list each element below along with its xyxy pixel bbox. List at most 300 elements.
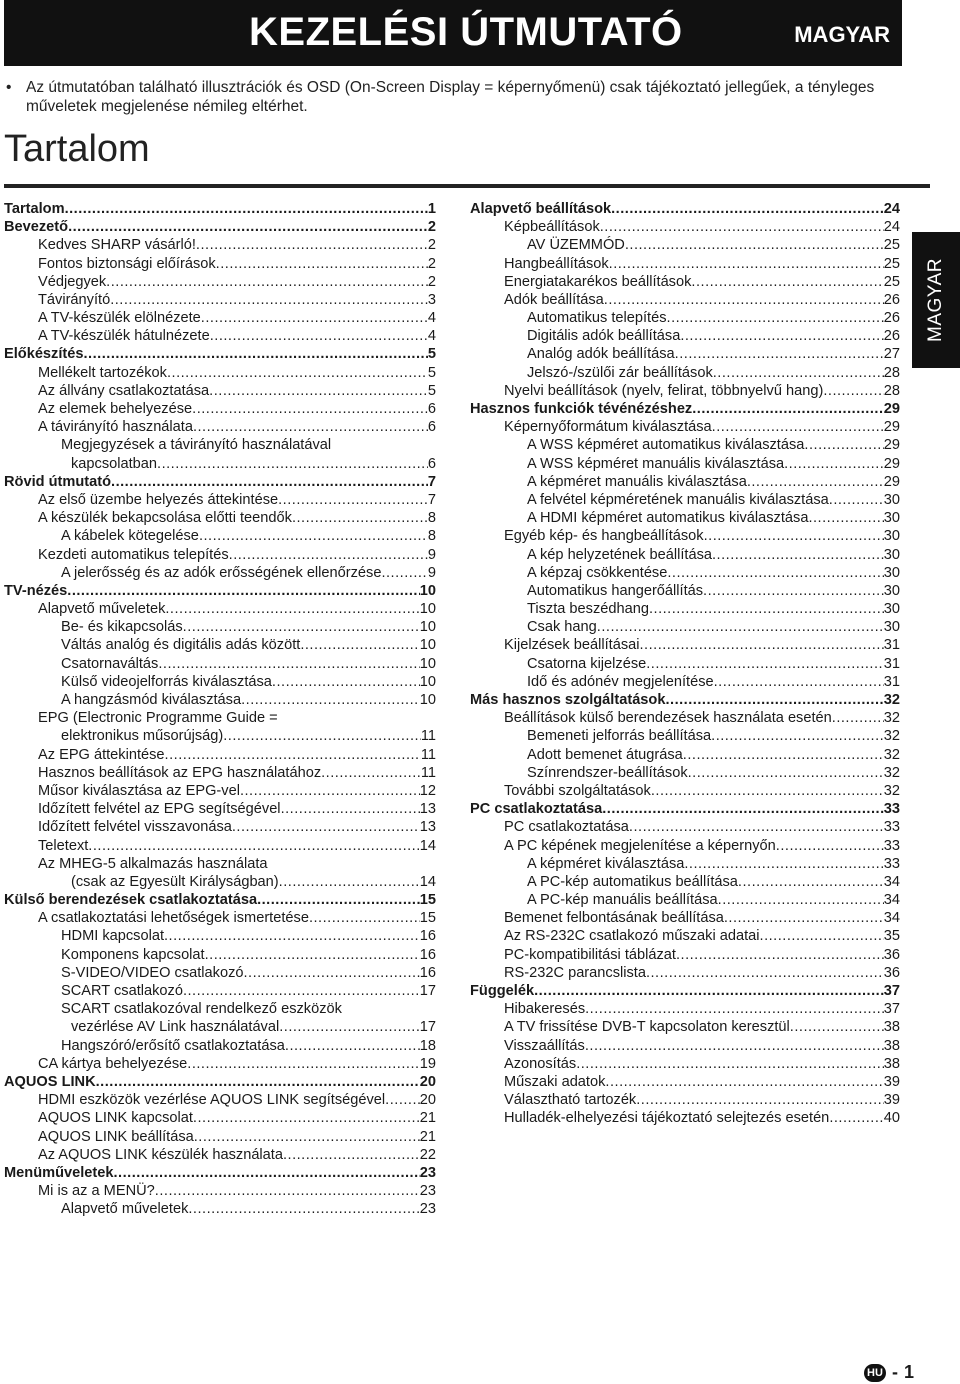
toc-entry-title: Csatornaváltás: [61, 655, 159, 672]
toc-page-number: 37: [883, 1001, 900, 1018]
dot-leader: [183, 982, 420, 1000]
toc-entry[interactable]: Megjegyzések a távirányító használatával: [61, 437, 332, 454]
toc-entry[interactable]: [470, 582, 900, 600]
toc-entry[interactable]: [4, 455, 436, 473]
toc-entry[interactable]: [470, 873, 900, 891]
dot-leader: [675, 345, 884, 363]
dot-leader: [201, 309, 428, 327]
toc-entry-title: Rövid útmutató: [4, 473, 112, 490]
toc-page-number: 26: [883, 310, 900, 327]
toc-page-number: 38: [883, 1019, 900, 1036]
toc-entry-title: Azonosítás: [504, 1055, 577, 1072]
toc-entry[interactable]: [470, 509, 900, 527]
toc-entry[interactable]: [4, 236, 436, 254]
toc-entry[interactable]: [4, 764, 436, 782]
toc-entry-title: Hasznos beállítások az EPG használatához: [38, 764, 322, 781]
toc-entry-title: Függelék: [470, 983, 535, 1000]
manual-title: KEZELÉSI ÚTMUTATÓ: [249, 10, 683, 54]
toc-entry-title: Az AQUOS LINK készülék használata: [38, 1146, 283, 1163]
dot-leader: [683, 746, 884, 764]
toc-entry[interactable]: [470, 818, 900, 836]
toc-entry-title: Külső videojelforrás kiválasztása: [61, 673, 272, 690]
toc-entry[interactable]: [470, 964, 900, 982]
toc-page-number: 34: [883, 892, 900, 909]
toc-page-number: 21: [419, 1110, 436, 1127]
toc-entry-title: A HDMI képméret automatikus kiválasztása: [527, 510, 809, 527]
dot-leader: [790, 1018, 884, 1036]
toc-entry-title: A PC-kép manuális beállítása: [527, 892, 718, 909]
toc-entry[interactable]: [4, 982, 436, 1000]
toc-entry[interactable]: [470, 564, 900, 582]
toc-entry-title: Hangbeállítások: [504, 255, 609, 272]
toc-entry-title: Adók beállítása: [504, 291, 604, 308]
toc-page-number: 31: [883, 655, 900, 672]
footer-separator: -: [892, 1362, 898, 1382]
toc-entry[interactable]: [470, 236, 900, 254]
toc-chapter[interactable]: [470, 200, 900, 218]
toc-entry[interactable]: [4, 382, 436, 400]
section-divider: [4, 184, 930, 188]
dot-leader: [321, 764, 421, 782]
toc-entry[interactable]: [4, 691, 436, 709]
toc-entry-title: Digitális adók beállítása: [527, 328, 681, 345]
dot-leader: [283, 1146, 420, 1164]
toc-entry[interactable]: [4, 1109, 436, 1127]
toc-page-number: 35: [883, 928, 900, 945]
toc-page-number: 32: [883, 782, 900, 799]
toc-entry[interactable]: [4, 800, 436, 818]
toc-entry-title: Tartalom: [4, 200, 65, 217]
toc-entry[interactable]: [4, 727, 436, 745]
toc-entry[interactable]: [470, 727, 900, 745]
toc-entry-title: Mellékelt tartozékok: [38, 364, 167, 381]
dot-leader: [823, 382, 883, 400]
toc-entry[interactable]: [470, 746, 900, 764]
toc-entry-title: Időzített felvétel visszavonása: [38, 819, 232, 836]
toc-entry[interactable]: [4, 782, 436, 800]
toc-entry-title: Képernyőformátum kiválasztása: [504, 419, 712, 436]
dot-leader: [157, 455, 428, 473]
toc-entry[interactable]: [4, 309, 436, 327]
toc-page-number: 10: [419, 673, 436, 690]
dot-leader: [684, 855, 883, 873]
toc-entry[interactable]: [470, 455, 900, 473]
toc-entry[interactable]: [470, 473, 900, 491]
toc-entry-title: A jelerősség és az adók erősségének ellenőrzése: [61, 564, 382, 581]
toc-page-number: 19: [419, 1055, 436, 1072]
toc-column-left: [4, 200, 436, 1219]
toc-entry[interactable]: [470, 527, 900, 545]
toc-page-number: 33: [883, 837, 900, 854]
toc-entry[interactable]: [4, 928, 436, 946]
dot-leader: [279, 873, 420, 891]
toc-entry[interactable]: [4, 546, 436, 564]
dot-leader: [776, 837, 884, 855]
toc-entry[interactable]: [470, 436, 900, 454]
dot-leader: [67, 582, 420, 600]
toc-page-number: 30: [883, 491, 900, 508]
dot-leader: [703, 582, 884, 600]
dot-leader: [65, 200, 428, 218]
dot-leader: [272, 673, 420, 691]
toc-page-number: 32: [883, 710, 900, 727]
toc-entry-title: Az elemek behelyezése: [38, 401, 193, 418]
toc-entry-title: Alapvető műveletek: [61, 1201, 189, 1218]
toc-entry[interactable]: [4, 618, 436, 636]
dot-leader: [625, 236, 884, 254]
toc-entry-title: Hasznos funkciók tévénézéshez: [470, 401, 693, 418]
toc-entry[interactable]: [470, 1091, 900, 1109]
toc-entry[interactable]: [470, 1055, 900, 1073]
dot-leader: [691, 273, 883, 291]
toc-entry[interactable]: [4, 1200, 436, 1218]
toc-entry[interactable]: [470, 764, 900, 782]
toc-entry-title: Bemenet felbontásának beállítása: [504, 910, 724, 927]
toc-entry[interactable]: [4, 655, 436, 673]
toc-page-number: 23: [419, 1164, 436, 1181]
toc-chapter[interactable]: [4, 891, 436, 909]
toc-page-number: 34: [883, 910, 900, 927]
dot-leader: [196, 236, 428, 254]
dot-leader: [110, 291, 428, 309]
toc-entry-title: Egyéb kép- és hangbeállítások: [504, 528, 704, 545]
toc-entry[interactable]: [470, 928, 900, 946]
toc-entry[interactable]: [470, 546, 900, 564]
dot-leader: [187, 1055, 420, 1073]
side-language-tab: [912, 232, 960, 368]
toc-entry[interactable]: [470, 255, 900, 273]
toc-page-number: 14: [419, 837, 436, 854]
toc-entry-title: AV ÜZEMMÓD: [527, 237, 625, 254]
dot-leader: [676, 946, 884, 964]
dot-leader: [279, 1018, 420, 1036]
toc-page-number: 30: [883, 582, 900, 599]
toc-page-number: 32: [883, 764, 900, 781]
toc-entry[interactable]: [4, 1018, 436, 1036]
toc-entry-title: Előkészítés: [4, 346, 84, 363]
side-tab-label: MAGYAR: [925, 258, 946, 342]
toc-entry-title: Hangszóró/erősítő csatlakoztatása: [61, 1037, 285, 1054]
toc-page-number: 33: [883, 801, 900, 818]
toc-entry-title: SCART csatlakozó: [61, 983, 183, 1000]
toc-entry[interactable]: [4, 1146, 436, 1164]
toc-entry-title: A hangzásmód kiválasztása: [61, 692, 242, 709]
toc-entry-title: PC csatlakoztatása: [470, 801, 603, 818]
toc-entry[interactable]: [470, 309, 900, 327]
toc-entry[interactable]: [470, 1000, 900, 1018]
toc-page-number: 26: [883, 328, 900, 345]
toc-page-number: 31: [883, 673, 900, 690]
toc-chapter[interactable]: [470, 800, 900, 818]
toc-entry-title: Teletext: [38, 837, 89, 854]
toc-entry[interactable]: [470, 418, 900, 436]
toc-page-number: 32: [883, 728, 900, 745]
toc-entry-title: Komponens kapcsolat: [61, 946, 205, 963]
toc-entry[interactable]: [470, 946, 900, 964]
toc-entry-title: AQUOS LINK: [4, 1073, 96, 1090]
toc-page-number: 20: [419, 1073, 436, 1090]
toc-entry-title: A PC-kép automatikus beállítása: [527, 873, 738, 890]
toc-page-number: 21: [419, 1128, 436, 1145]
dot-leader: [281, 800, 420, 818]
dot-leader: [713, 364, 884, 382]
toc-page-number: 18: [419, 1037, 436, 1054]
toc-page-number: 27: [883, 346, 900, 363]
toc-entry[interactable]: [4, 637, 436, 655]
toc-entry[interactable]: [4, 527, 436, 545]
toc-page-number: 33: [883, 855, 900, 872]
toc-page-number: 25: [883, 273, 900, 290]
toc-entry[interactable]: [470, 655, 900, 673]
toc-entry[interactable]: [470, 618, 900, 636]
toc-page-number: 30: [883, 510, 900, 527]
toc-entry-title: Bemeneti jelforrás beállítása: [527, 728, 712, 745]
toc-page-number: 29: [883, 401, 900, 418]
toc-entry[interactable]: [470, 273, 900, 291]
dot-leader: [829, 1109, 883, 1127]
toc-entry[interactable]: [4, 273, 436, 291]
toc-entry[interactable]: [4, 909, 436, 927]
toc-page-number: 3: [427, 291, 436, 308]
language-badge: HU: [864, 1364, 886, 1382]
toc-page-number: 30: [883, 528, 900, 545]
toc-entry[interactable]: [4, 746, 436, 764]
title-banner: [4, 0, 902, 66]
toc-entry[interactable]: [4, 364, 436, 382]
intro-note: [6, 78, 896, 116]
toc-entry[interactable]: [470, 909, 900, 927]
toc-entry[interactable]: [470, 327, 900, 345]
toc-entry[interactable]: [470, 891, 900, 909]
dot-leader: [667, 309, 884, 327]
dot-leader: [309, 909, 420, 927]
dot-leader: [808, 509, 883, 527]
toc-entry-title: Az állvány csatlakoztatása: [38, 382, 210, 399]
toc-entry[interactable]: [4, 818, 436, 836]
toc-entry[interactable]: [470, 600, 900, 618]
dot-leader: [639, 636, 883, 654]
toc-entry[interactable]: [470, 218, 900, 236]
toc-entry-title: Az RS-232C csatlakozó műszaki adatai: [504, 928, 760, 945]
toc-entry-title: Alapvető beállítások: [470, 200, 612, 217]
toc-chapter[interactable]: [470, 691, 900, 709]
toc-entry[interactable]: [4, 946, 436, 964]
toc-entry[interactable]: [470, 782, 900, 800]
toc-entry[interactable]: [470, 346, 900, 364]
toc-page-number: 39: [883, 1092, 900, 1109]
dot-leader: [292, 509, 428, 527]
dot-leader: [106, 273, 428, 291]
dot-leader: [714, 673, 884, 691]
toc-entry[interactable]: [4, 491, 436, 509]
toc-entry[interactable]: [4, 255, 436, 273]
toc-chapter[interactable]: [4, 346, 436, 364]
dot-leader: [600, 218, 884, 236]
toc-entry[interactable]: [470, 382, 900, 400]
toc-entry[interactable]: [4, 1091, 436, 1109]
toc-entry-title: Választható tartozék: [504, 1092, 637, 1109]
dot-leader: [257, 891, 420, 909]
toc-entry[interactable]: [470, 364, 900, 382]
toc-page-number: 33: [883, 819, 900, 836]
dot-leader: [188, 1200, 419, 1218]
toc-page-number: 26: [883, 291, 900, 308]
toc-entry-title: Automatikus hangerőállítás: [527, 582, 704, 599]
toc-page-number: 6: [427, 419, 436, 436]
toc-entry-title: Az első üzembe helyezés áttekintése: [38, 491, 279, 508]
dot-leader: [646, 964, 884, 982]
section-title: Tartalom: [4, 128, 150, 170]
toc-page-number: 29: [883, 419, 900, 436]
toc-chapter[interactable]: [4, 200, 436, 218]
toc-entry[interactable]: [4, 418, 436, 436]
dot-leader: [68, 218, 428, 236]
toc-entry[interactable]: Az MHEG-5 alkalmazás használata: [38, 855, 268, 872]
toc-page-number: 17: [419, 983, 436, 1000]
toc-chapter[interactable]: [4, 218, 436, 236]
toc-chapter[interactable]: [4, 473, 436, 491]
toc-entry[interactable]: [4, 291, 436, 309]
toc-entry[interactable]: [470, 709, 900, 727]
dot-leader: [534, 982, 884, 1000]
toc-page-number: 7: [427, 473, 436, 490]
toc-page-number: 9: [427, 546, 436, 563]
toc-page-number: 5: [427, 346, 436, 363]
language-label: MAGYAR: [794, 22, 890, 47]
toc-page-number: 40: [883, 1110, 900, 1127]
dot-leader: [96, 1073, 420, 1091]
toc-entry-title: A TV frissítése DVB-T kapcsolaton keresztül: [504, 1019, 790, 1036]
toc-chapter[interactable]: [4, 1073, 436, 1091]
toc-page-number: 2: [427, 237, 436, 254]
toc-entry[interactable]: [470, 1037, 900, 1055]
toc-chapter[interactable]: [470, 982, 900, 1000]
toc-entry-title: CA kártya behelyezése: [38, 1055, 188, 1072]
toc-entry-title: Hibakeresés: [504, 1001, 586, 1018]
dot-leader: [597, 618, 884, 636]
toc-page-number: 29: [883, 473, 900, 490]
bullet-icon: •: [6, 79, 12, 96]
dot-leader: [381, 564, 427, 582]
toc-entry-title: Adott bemenet átugrása: [527, 746, 683, 763]
toc-page-number: 32: [883, 692, 900, 709]
toc-entry-title: A TV-készülék elölnézete: [38, 310, 201, 327]
toc-entry[interactable]: [4, 564, 436, 582]
toc-entry[interactable]: [4, 327, 436, 345]
toc-entry[interactable]: [470, 1109, 900, 1127]
toc-entry[interactable]: SCART csatlakozóval rendelkező eszközök: [61, 1001, 342, 1018]
dot-leader: [585, 1000, 884, 1018]
toc-entry[interactable]: [4, 1037, 436, 1055]
toc-entry-title: A képméret manuális kiválasztása: [527, 473, 747, 490]
page-footer: [864, 1362, 914, 1383]
toc-chapter[interactable]: [4, 1164, 436, 1182]
toc-entry[interactable]: [4, 837, 436, 855]
dot-leader: [193, 1109, 420, 1127]
toc-page-number: 32: [883, 746, 900, 763]
toc-entry-title: A felvétel képméretének manuális kiválasztása: [527, 491, 829, 508]
toc-page-number: 13: [419, 801, 436, 818]
toc-entry[interactable]: [4, 1128, 436, 1146]
toc-entry-title: A TV-készülék hátulnézete: [38, 328, 210, 345]
toc-entry-title: Menüműveletek: [4, 1164, 114, 1181]
toc-entry-title: Mi is az a MENÜ?: [38, 1183, 155, 1200]
toc-entry[interactable]: [4, 1055, 436, 1073]
dot-leader: [229, 546, 428, 564]
toc-page-number: 1: [427, 200, 436, 217]
toc-entry-title: AQUOS LINK kapcsolat: [38, 1110, 193, 1127]
toc-entry[interactable]: [470, 1018, 900, 1036]
toc-entry-title: Távirányító: [38, 291, 111, 308]
toc-page-number: 23: [419, 1183, 436, 1200]
toc-entry[interactable]: [4, 873, 436, 891]
dot-leader: [167, 364, 428, 382]
toc-entry-title: Az EPG áttekintése: [38, 746, 165, 763]
toc-page-number: 16: [419, 928, 436, 945]
dot-leader: [285, 1037, 420, 1055]
toc-chapter[interactable]: [4, 582, 436, 600]
toc-entry-title: Nyelvi beállítások (nyelv, felirat, többnyelvű hang): [504, 382, 824, 399]
toc-page-number: 30: [883, 619, 900, 636]
toc-entry[interactable]: [4, 509, 436, 527]
toc-page-number: 10: [419, 637, 436, 654]
dot-leader: [278, 491, 428, 509]
toc-entry[interactable]: [470, 673, 900, 691]
toc-entry[interactable]: [4, 964, 436, 982]
toc-page-number: 28: [883, 364, 900, 381]
dot-leader: [760, 927, 884, 945]
toc-entry[interactable]: [4, 400, 436, 418]
dot-leader: [688, 764, 884, 782]
toc-entry[interactable]: [470, 637, 900, 655]
toc-entry-title: Kijelzések beállításai: [504, 637, 640, 654]
toc-page-number: 11: [420, 746, 436, 763]
toc-entry-title: A készülék bekapcsolása előtti teendők: [38, 510, 292, 527]
dot-leader: [738, 873, 884, 891]
dot-leader: [111, 473, 428, 491]
dot-leader: [84, 345, 428, 363]
toc-entry[interactable]: [470, 855, 900, 873]
toc-page-number: 14: [419, 873, 436, 890]
toc-chapter[interactable]: [470, 400, 900, 418]
toc-entry[interactable]: [4, 673, 436, 691]
toc-page-number: 36: [883, 964, 900, 981]
toc-page-number: 30: [883, 564, 900, 581]
toc-entry-title: (csak az Egyesült Királyságban): [71, 873, 279, 890]
toc-entry[interactable]: [470, 1073, 900, 1091]
dot-leader: [649, 600, 884, 618]
toc-entry-title: Színrendszer-beállítások: [527, 764, 688, 781]
toc-entry-title: A PC képének megjelenítése a képernyőn: [504, 837, 776, 854]
toc-entry-title: Analóg adók beállítása: [527, 346, 675, 363]
toc-page-number: 5: [427, 382, 436, 399]
toc-entry[interactable]: [4, 1182, 436, 1200]
toc-entry[interactable]: EPG (Electronic Programme Guide =: [38, 710, 278, 727]
toc-page-number: 24: [883, 219, 900, 236]
dot-leader: [183, 618, 420, 636]
intro-text: Az útmutatóban található illusztrációk és OSD (On-Screen Display = képernyőmenü) csak tájékoztató jellegűek, a tényleges műveletek megjelenése némileg eltérhet.: [26, 79, 875, 115]
toc-page-number: 11: [420, 728, 436, 745]
toc-page-number: 37: [883, 983, 900, 1000]
dot-leader: [718, 891, 884, 909]
toc-entry[interactable]: [470, 291, 900, 309]
toc-entry[interactable]: [470, 837, 900, 855]
toc-entry[interactable]: [4, 600, 436, 618]
toc-entry[interactable]: [470, 491, 900, 509]
toc-page-number: 38: [883, 1055, 900, 1072]
toc-entry-title: A csatlakoztatási lehetőségek ismertetése: [38, 910, 309, 927]
toc-entry-title: Műszaki adatok: [504, 1073, 606, 1090]
